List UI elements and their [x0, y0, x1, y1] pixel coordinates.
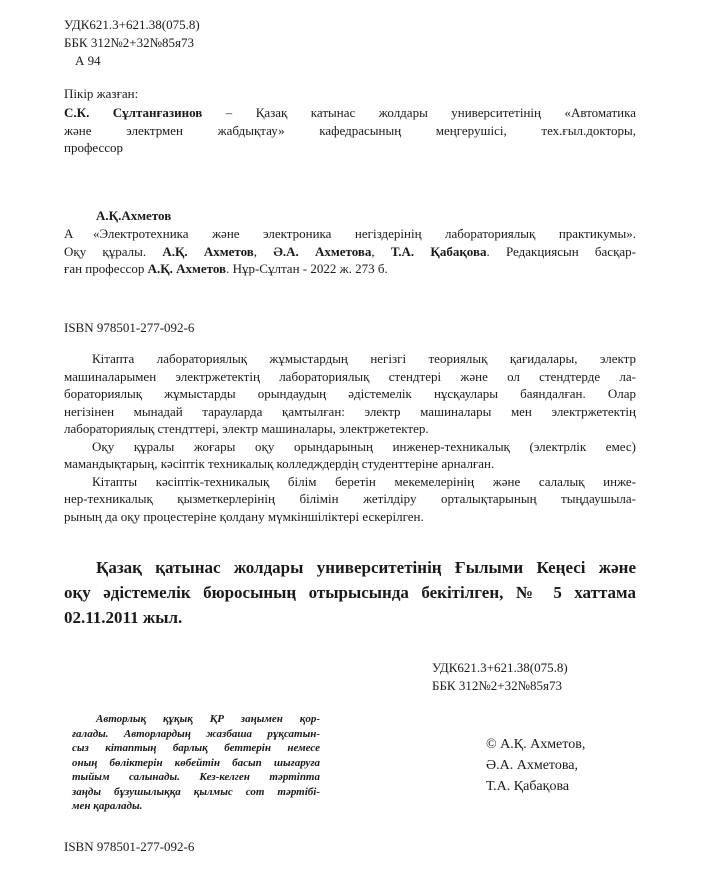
- abstract: [64, 350, 636, 525]
- approval-line: Қазақ қатынас жолдары университетінің Ғылыми Кеңесі және: [96, 558, 636, 577]
- copyright-note-line: заңды бұзушылыққа қылмыс сот тәртібі-: [72, 785, 320, 798]
- abstract-p3-line: нер-техникалық қызметкерлерінің білімін жетілдіру орталықтарының тыңдаушыла-: [64, 491, 636, 506]
- review-block: [64, 104, 636, 157]
- review-line-2: және электрмен жабдықтау» кафедрасының меңгерушісі, тех.ғыл.докторы,: [64, 122, 636, 138]
- review-line-3: профессор: [64, 140, 124, 155]
- copyright-note-line: оның бөліктерін көбейтін басып шығаруға: [72, 756, 320, 769]
- copyright-note-line: ғалады. Авторлардың жазбаша рұқсатын-: [72, 727, 320, 740]
- approval-line: оқу әдістемелік бюросының отырысында бекітілген, № 5 хаттама: [64, 583, 636, 602]
- abstract-p1-line: негізінен мынадай тарауларда қамтылған: электр машиналары мен электржетектің: [64, 403, 636, 419]
- bib-line-3: ған профессор А.Қ. Ахметов. Нұр-Сұлтан - 2022 ж. 273 б.: [64, 261, 388, 276]
- bib-block: [64, 225, 636, 278]
- review-label: Пікір жазған:: [64, 86, 139, 101]
- abstract-p1-line: лабораториялық стендттері, электр машиналары, электржетектер.: [64, 421, 429, 436]
- approval-block: [64, 555, 636, 630]
- abstract-p1-line: бораториялық жұмыстарды орындаудың әдістемелік нұсқаулары баяндалған. Олар: [64, 386, 636, 401]
- abstract-p2-line: мамандықтарың, кәсіптік техникалық колледждердің студенттеріне арналған.: [64, 456, 495, 471]
- header-bbk: ББК 312№2+32№85я73: [64, 35, 194, 50]
- copyright-note-line: Авторлық құқық ҚР заңымен қор-: [96, 713, 320, 725]
- reviewer-name: С.К. Сұлтанғазинов: [64, 105, 203, 120]
- bib-letter: А: [64, 226, 74, 241]
- bib-title: «Электротехника және электроника негіздерінің лабораториялық практикумы».: [93, 226, 636, 241]
- abstract-p1-line: Кітапта лабораториялық жұмыстардың негізгі теориялық қағидалары, электр: [92, 351, 636, 366]
- abstract-p3-line: рының да оқу процестеріне қолдану мүмкіншіліктері ескерілген.: [64, 508, 424, 524]
- bottom-bbk: ББК 312№2+32№85я73: [432, 678, 562, 693]
- copyright-note-line: мен қаралады.: [72, 800, 143, 812]
- review-line-1: С.К. Сұлтанғазинов – Қазақ катынас жолдары университетінің «Автоматика: [64, 105, 637, 120]
- copyright-holder: © А.Қ. Ахметов,: [486, 737, 586, 752]
- copyright-note: [72, 712, 320, 814]
- abstract-p1-line: машиналарымен электржетектің лабораториялық стендтері және ол стендтерде ла-: [64, 368, 636, 384]
- isbn-top: ISBN 978501-277-092-6: [64, 320, 195, 335]
- copyright-holders: [486, 734, 585, 797]
- copyright-note-line: сыз кітаптың барлық беттерін немесе: [72, 742, 320, 754]
- copyright-note-line: тыйым салынады. Кез-келген тәртіпта: [72, 771, 320, 783]
- bib-line-2: Оқу құралы. А.Қ. Ахметов, Ә.А. Ахметова, Т.А. Қабақова. Редакциясын басқар-: [64, 243, 636, 259]
- bib-author: А.Қ.Ахметов: [96, 208, 172, 223]
- author-mark: А 94: [75, 53, 101, 68]
- bottom-udk: УДК621.3+621.38(075.8): [432, 660, 568, 675]
- header-udk: УДК621.3+621.38(075.8): [64, 17, 200, 32]
- copyright-holder: Ә.А. Ахметова,: [486, 758, 578, 773]
- abstract-p2-line: Оқу құралы жоғары оқу орындарының инженер-техникалық (электрлік емес): [92, 438, 636, 454]
- isbn-bottom: ISBN 978501-277-092-6: [64, 839, 195, 854]
- approval-line: 02.11.2011 жыл.: [64, 608, 183, 627]
- abstract-p3-line: Кітапты кәсіптік-техникалық білім беретін мекемелерінің және салалық инже-: [92, 473, 636, 489]
- copyright-holder: Т.А. Қабақова: [486, 779, 570, 794]
